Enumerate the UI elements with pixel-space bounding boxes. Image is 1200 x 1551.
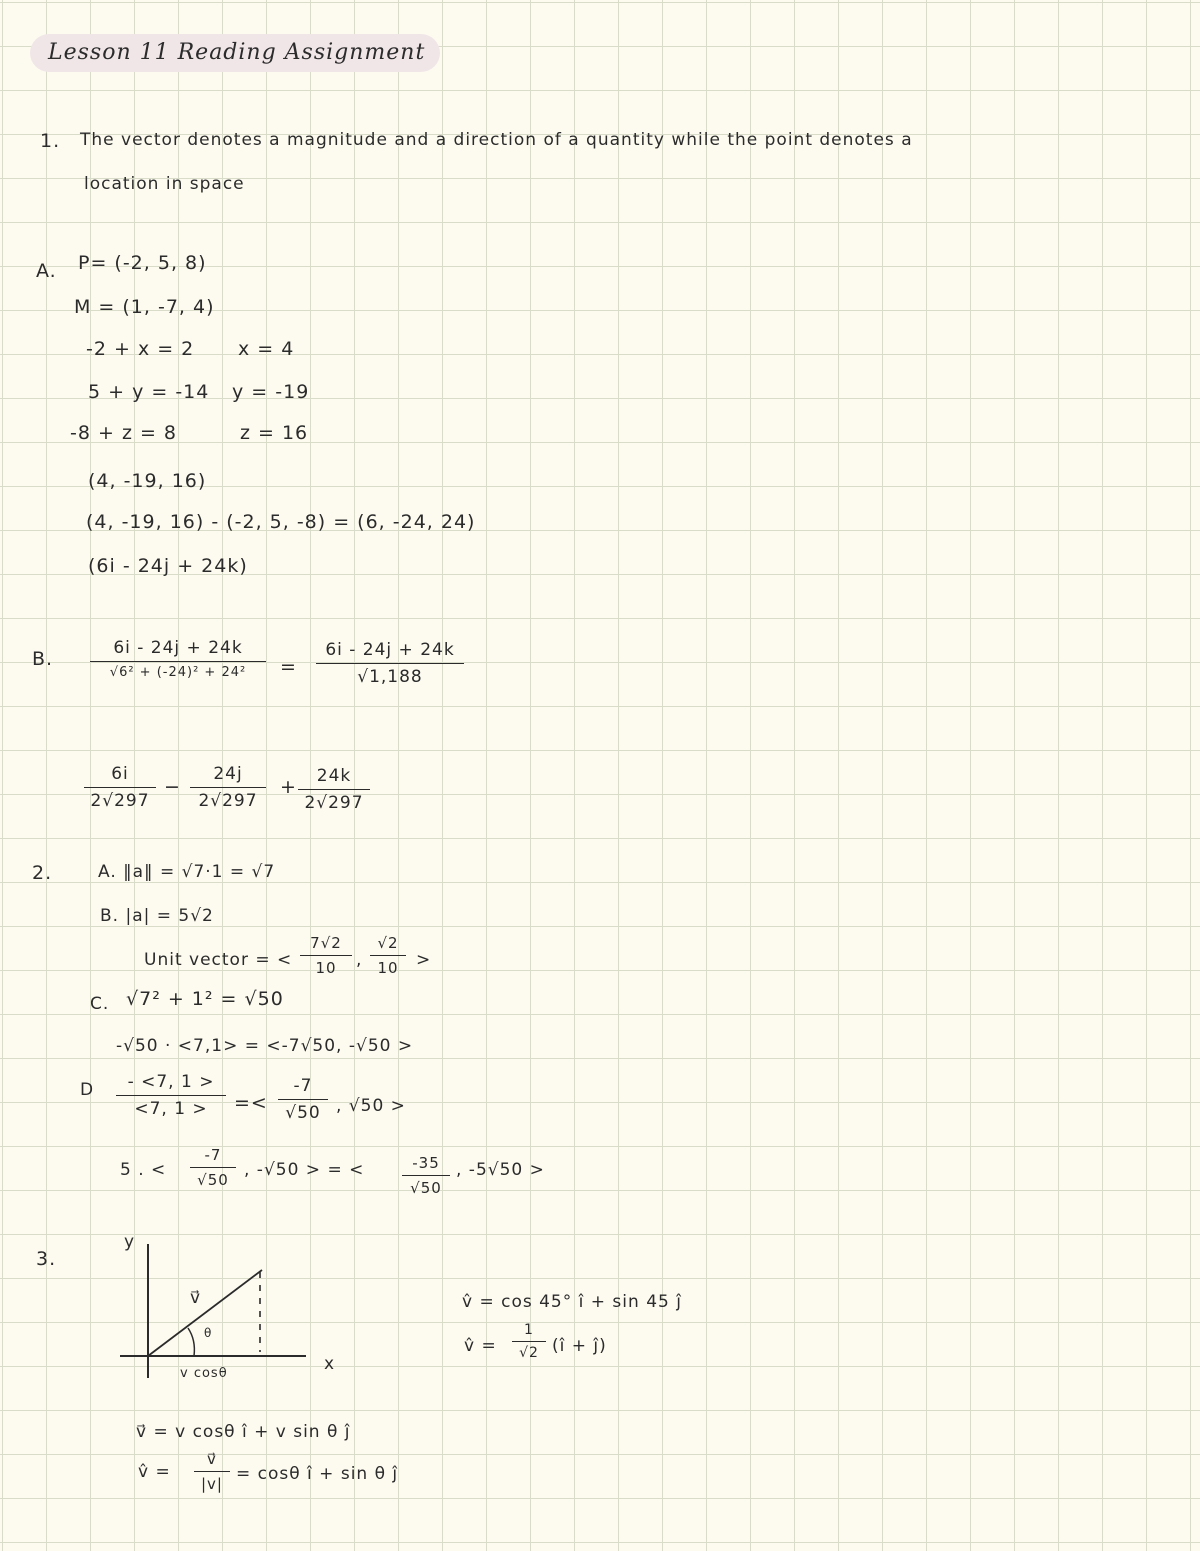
fraction-unit-1 (90, 638, 266, 680)
unit-vector-close: > (416, 950, 432, 970)
page-title: Lesson 11 Reading Assignment (48, 40, 426, 65)
q3-equation-1: v⃗ = v cosθ î + v sin θ ĵ (136, 1422, 351, 1442)
q2-part-d-label: D (80, 1080, 95, 1100)
term-j (190, 764, 266, 811)
q3-right-line-1: v̂ = cos 45° î + sin 45 ĵ (462, 1292, 682, 1312)
fraction-unit-1-numerator: 6i - 24j + 24k (113, 638, 243, 658)
q2-d-numerator: - <7, 1 > (127, 1072, 215, 1092)
point-m: M = (1, -7, 4) (74, 296, 215, 318)
eq-x: -2 + x = 2 (86, 338, 195, 360)
unit-vector-comma: , (356, 950, 363, 970)
graph-angle-label: θ (204, 1326, 213, 1340)
unit-vector-x-denominator: 10 (300, 955, 352, 977)
q2-e-numerator-2: -35 (412, 1154, 440, 1172)
plus-sign: + (280, 776, 297, 798)
q2-part-c-expr: √7² + 1² = √50 (126, 988, 284, 1010)
q2-part-a: A. ‖a‖ = √7·1 = √7 (98, 862, 276, 882)
term-j-denominator: 2√297 (190, 787, 266, 811)
term-k-denominator: 2√297 (298, 789, 370, 813)
q2-d-fraction-2 (278, 1076, 328, 1123)
fraction-unit-1-denominator: √6² + (-24)² + 24² (90, 661, 266, 680)
q3-right-fraction (512, 1322, 546, 1361)
q2-e-denominator-1: √50 (190, 1167, 236, 1189)
unit-vector-y-numerator: √2 (377, 934, 399, 952)
q2-e-denominator-2: √50 (402, 1175, 450, 1197)
subtraction: (4, -19, 16) - (-2, 5, -8) = (6, -24, 24) (86, 511, 476, 533)
q2-d-tail: , √50 > (336, 1096, 406, 1116)
term-j-numerator: 24j (213, 764, 243, 784)
q3-eq2-denominator: |v| (194, 1471, 230, 1493)
sol-z: z = 16 (240, 422, 309, 444)
q3-right-denominator: √2 (512, 1341, 546, 1361)
vector-result: (6i - 24j + 24k) (88, 555, 248, 577)
fraction-unit-2-denominator: √1,188 (316, 663, 464, 687)
q2-part-c-label: C. (90, 994, 110, 1014)
term-i-numerator: 6i (111, 764, 129, 784)
q2-d-denominator-2: √50 (278, 1099, 328, 1123)
q3-equation-2-start: v̂ = (138, 1462, 171, 1482)
unit-vector-x (300, 934, 352, 977)
q2-e-fraction-2 (402, 1154, 450, 1197)
result-point: (4, -19, 16) (88, 470, 207, 492)
unit-vector-y (370, 934, 406, 977)
term-i (84, 764, 156, 811)
term-k-numerator: 24k (316, 766, 352, 786)
point-p: P= (-2, 5, 8) (78, 252, 207, 274)
unit-vector-y-denominator: 10 (370, 955, 406, 977)
unit-vector-x-numerator: 7√2 (310, 934, 342, 952)
q1-line-2: location in space (84, 174, 245, 194)
sol-x: x = 4 (238, 338, 295, 360)
q3-eq2-numerator: v⃗ (207, 1450, 217, 1468)
q2-d-fraction (116, 1072, 226, 1119)
vector-diagram (110, 1230, 360, 1400)
q2-e-mid: , -√50 > = < (244, 1160, 365, 1180)
q2-e-numerator-1: -7 (204, 1146, 222, 1164)
term-i-denominator: 2√297 (84, 787, 156, 811)
minus-sign: − (164, 776, 181, 798)
q3-number: 3. (36, 1248, 57, 1270)
graph-y-label: y (124, 1232, 136, 1252)
q1-number: 1. (40, 130, 61, 152)
q3-eq2-fraction (194, 1450, 230, 1493)
graph-vector-label: v⃗ (190, 1288, 202, 1308)
q2-part-b: B. |a| = 5√2 (100, 906, 214, 926)
q2-e-start: 5 . < (120, 1160, 167, 1180)
graph-foot-label: v cosθ (180, 1366, 228, 1381)
q2-d-eq: =< (234, 1092, 268, 1114)
angle-arc (188, 1328, 194, 1356)
q2-e-tail: , -5√50 > (456, 1160, 545, 1180)
q2-d-numerator-2: -7 (293, 1076, 313, 1096)
q2-part-c-line2: -√50 · <7,1> = <-7√50, -√50 > (116, 1036, 414, 1056)
q1-line-1: The vector denotes a magnitude and a direction of a quantity while the point denotes a (80, 130, 913, 150)
eq-z: -8 + z = 8 (70, 422, 178, 444)
vector-line (148, 1270, 262, 1356)
q3-equation-2-tail: = cosθ î + sin θ ĵ (236, 1464, 399, 1484)
graph-x-label: x (324, 1354, 336, 1374)
q2-d-denominator: <7, 1 > (116, 1095, 226, 1119)
q3-right-line-2-start: v̂ = (464, 1336, 497, 1356)
q2-e-fraction-1 (190, 1146, 236, 1189)
part-b-label: B. (32, 648, 54, 670)
q2-number: 2. (32, 862, 53, 884)
term-k (298, 766, 370, 813)
q3-right-numerator: 1 (524, 1322, 534, 1338)
fraction-unit-2-numerator: 6i - 24j + 24k (325, 640, 455, 660)
sol-y: y = -19 (232, 381, 310, 403)
q3-right-line-2-tail: (î + ĵ) (552, 1336, 607, 1356)
eq-y: 5 + y = -14 (88, 381, 210, 403)
fraction-unit-2 (316, 640, 464, 687)
equals-sign: = (280, 656, 297, 678)
unit-vector-label: Unit vector = < (144, 950, 293, 970)
part-a-label: A. (36, 260, 57, 282)
